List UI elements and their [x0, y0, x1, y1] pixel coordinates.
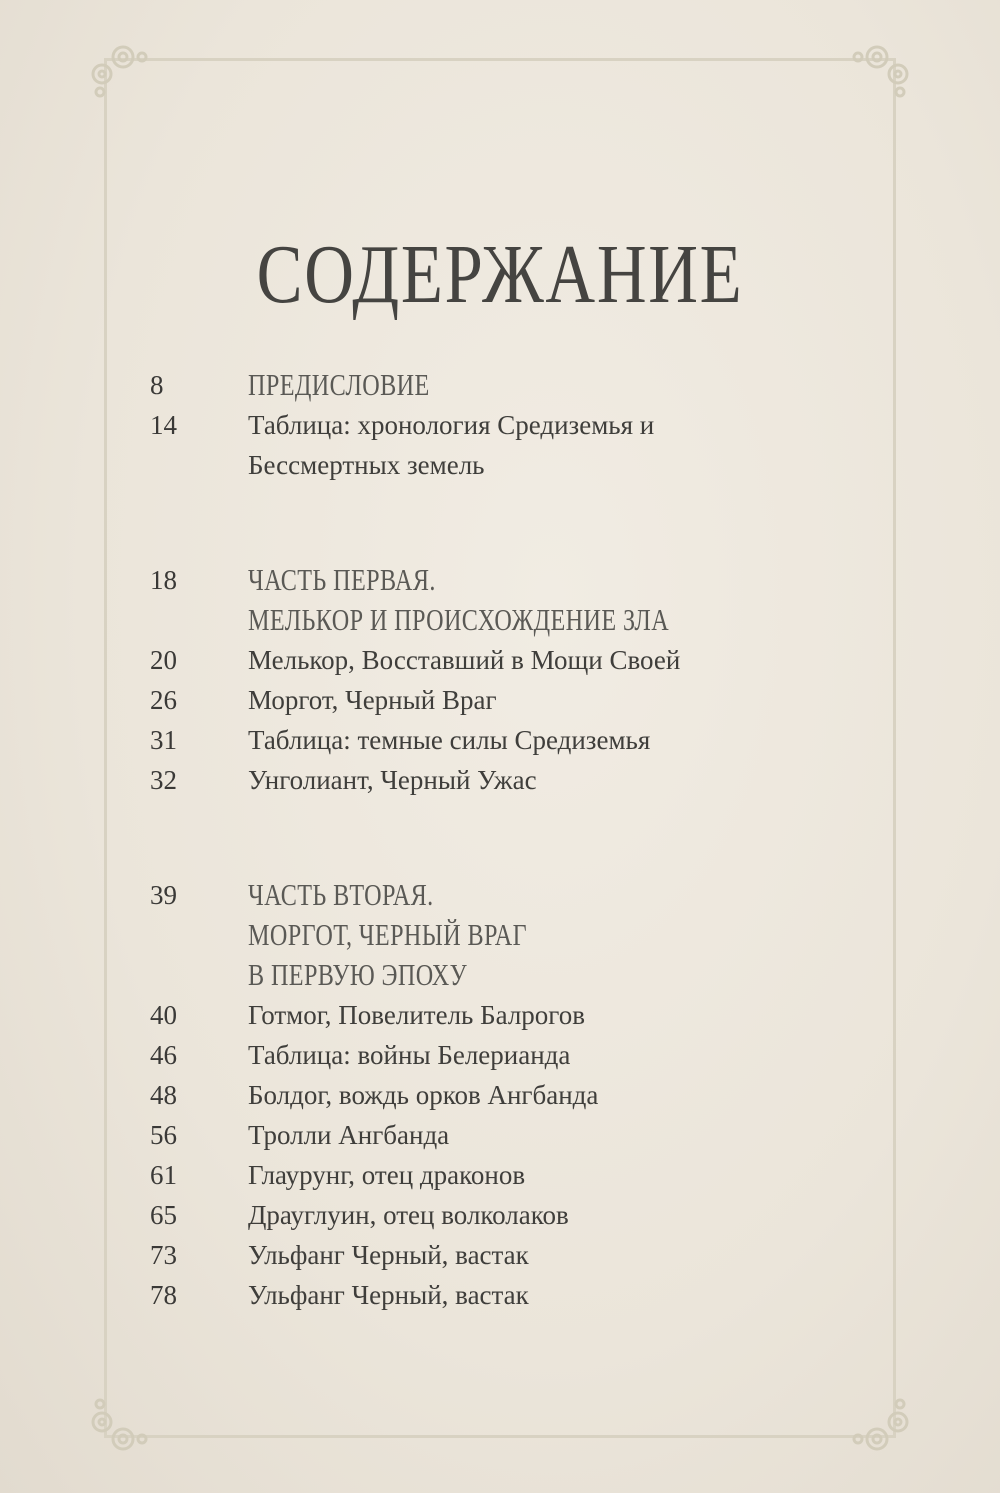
toc-entry-row [150, 1075, 870, 1115]
toc-heading-row [150, 915, 870, 955]
page-number: 26 [150, 685, 177, 715]
entry-title: Мелькор, Восставший в Мощи Своей [248, 645, 681, 675]
toc-heading-row [150, 955, 870, 995]
table-of-contents [150, 365, 870, 1390]
entry-title: Бессмертных земель [248, 450, 485, 480]
page-number: 18 [150, 565, 177, 595]
entry-title: МОРГОТ, ЧЕРНЫЙ ВРАГ [248, 917, 528, 952]
entry-title: Моргот, Черный Враг [248, 685, 497, 715]
toc-entry-row [150, 640, 870, 680]
page-number: 32 [150, 765, 177, 795]
toc-entry-row [150, 995, 870, 1035]
page-number: 73 [150, 1240, 177, 1270]
toc-entry-row [150, 1035, 870, 1075]
page-number: 56 [150, 1120, 177, 1150]
entry-title: Ульфанг Черный, вастак [248, 1240, 529, 1270]
entry-title: Драуглуин, отец волколаков [248, 1200, 569, 1230]
entry-title: Готмог, Повелитель Балрогов [248, 1000, 585, 1030]
page-number: 61 [150, 1160, 177, 1190]
toc-entry-row [150, 1155, 870, 1195]
toc-section [150, 875, 870, 1315]
page-title: СОДЕРЖАНИЕ [256, 228, 744, 322]
page-number [150, 955, 248, 995]
page-number: 78 [150, 1280, 177, 1310]
toc-entry-row [150, 1115, 870, 1155]
entry-title: Болдог, вождь орков Ангбанда [248, 1080, 599, 1110]
entry-title: Таблица: темные силы Средиземья [248, 725, 651, 755]
page-number: 46 [150, 1040, 177, 1070]
entry-title: Глаурунг, отец драконов [248, 1160, 526, 1190]
page-number [150, 445, 248, 485]
entry-title: ПРЕДИСЛОВИЕ [248, 367, 430, 402]
corner-ornament-icon [88, 1394, 148, 1454]
page-number: 20 [150, 645, 177, 675]
toc-entry-row [150, 1195, 870, 1235]
toc-entry-row [150, 680, 870, 720]
toc-section [150, 365, 870, 485]
page-number: 39 [150, 880, 177, 910]
corner-ornament-icon [852, 1394, 912, 1454]
entry-title: Ульфанг Черный, вастак [248, 1280, 529, 1310]
page-number: 31 [150, 725, 177, 755]
entry-title: ЧАСТЬ ПЕРВАЯ. [248, 562, 436, 597]
page-number [150, 600, 248, 640]
entry-title: Унголиант, Черный Ужас [248, 765, 537, 795]
corner-ornament-icon [852, 42, 912, 102]
toc-heading-row [150, 365, 870, 405]
entry-title: Тролли Ангбанда [248, 1120, 450, 1150]
page-number: 40 [150, 1000, 177, 1030]
entry-title: В ПЕРВУЮ ЭПОХУ [248, 957, 468, 992]
toc-heading-row [150, 875, 870, 915]
entry-title: МЕЛЬКОР И ПРОИСХОЖДЕНИЕ ЗЛА [248, 602, 670, 637]
toc-section [150, 560, 870, 800]
page-number: 65 [150, 1200, 177, 1230]
entry-title: Таблица: войны Белерианда [248, 1040, 571, 1070]
page-number [150, 915, 248, 955]
page-number: 14 [150, 410, 177, 440]
toc-entry-row [150, 1275, 870, 1315]
page-number: 8 [150, 370, 164, 400]
corner-ornament-icon [88, 42, 148, 102]
toc-entry-row [150, 720, 870, 760]
entry-title: Таблица: хронология Средиземья и [248, 410, 655, 440]
entry-title: ЧАСТЬ ВТОРАЯ. [248, 877, 434, 912]
toc-heading-row [150, 560, 870, 600]
toc-entry-row [150, 1235, 870, 1275]
page-number: 48 [150, 1080, 177, 1110]
toc-heading-row [150, 600, 870, 640]
toc-entry-row [150, 405, 870, 445]
toc-entry-row [150, 445, 870, 485]
toc-entry-row [150, 760, 870, 800]
